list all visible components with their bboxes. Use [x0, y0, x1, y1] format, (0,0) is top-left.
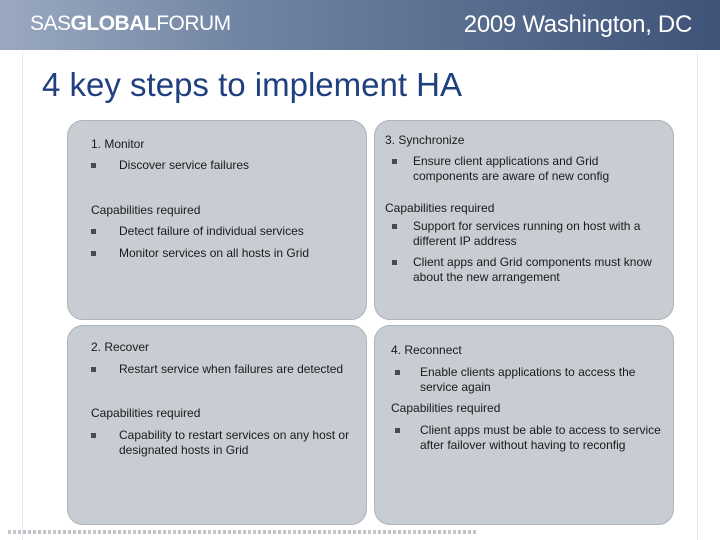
panel-title: 4. Reconnect [391, 343, 462, 357]
panel-monitor [67, 120, 367, 320]
logo-sas: SAS [30, 12, 71, 35]
logo-global: GLOBAL [70, 12, 157, 35]
capabilities-label: Capabilities required [391, 401, 501, 415]
capability-item: Capability to restart services on any host or designated hosts in Grid [119, 428, 350, 457]
copyright-footer [8, 530, 478, 534]
panel-synchronize [374, 120, 674, 320]
bullet-icon [392, 224, 397, 229]
bullet-icon [91, 251, 96, 256]
bullet-icon [395, 428, 400, 433]
logo-forum: FORUM [156, 12, 231, 35]
slide-title: 4 key steps to implement HA [42, 66, 463, 103]
header-banner [0, 0, 720, 50]
capability-item: Support for services running on host with a different IP address [413, 219, 641, 248]
panel-title: 2. Recover [91, 340, 150, 354]
panel-recover [67, 325, 367, 525]
capabilities-label: Capabilities required [91, 203, 201, 217]
bullet-icon [392, 260, 397, 265]
panel-lead: Enable clients applications to access the service again [420, 365, 636, 394]
panel-lead: Discover service failures [119, 158, 250, 172]
bullet-icon [91, 229, 96, 234]
panel-title: 1. Monitor [91, 137, 145, 151]
bullet-icon [91, 433, 96, 438]
capability-item: Client apps must be able to access to service after failover without having to reconfig [420, 423, 661, 452]
panel-lead: Ensure client applications and Grid components are aware of new config [413, 154, 610, 183]
capabilities-label: Capabilities required [91, 406, 201, 420]
panel-reconnect [374, 325, 674, 525]
sas-global-forum-logo [30, 12, 231, 36]
capability-item: Detect failure of individual services [119, 224, 304, 238]
panel-lead: Restart service when failures are detected [119, 362, 344, 376]
capabilities-label: Capabilities required [385, 201, 495, 215]
bullet-icon [91, 367, 96, 372]
capability-item: Client apps and Grid components must know about the new arrangement [413, 255, 652, 284]
bullet-icon [392, 159, 397, 164]
event-label: 2009 Washington, DC [463, 11, 692, 38]
panel-title: 3. Synchronize [385, 133, 465, 147]
capability-item: Monitor services on all hosts in Grid [119, 246, 310, 260]
bullet-icon [395, 370, 400, 375]
bullet-icon [91, 163, 96, 168]
